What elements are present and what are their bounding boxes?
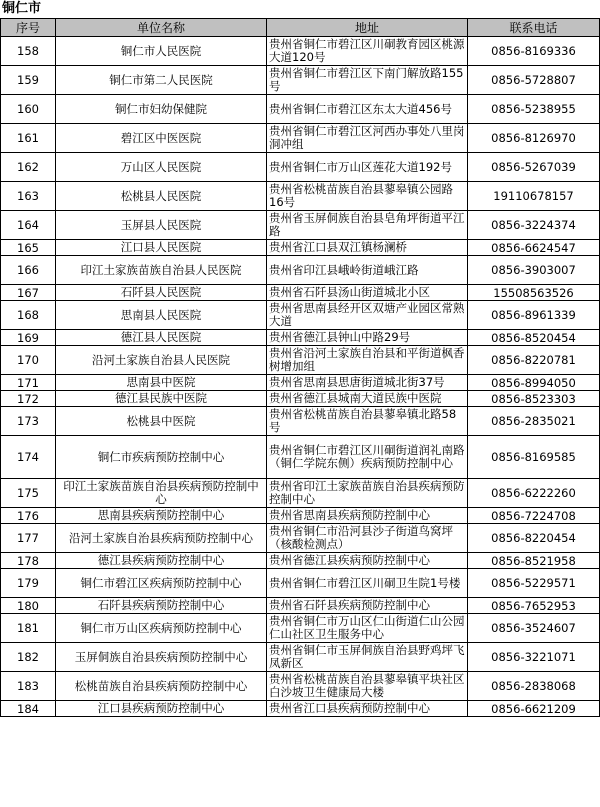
table-body: [1, 37, 600, 717]
row-number: 184: [1, 701, 56, 717]
address: 贵州省铜仁市万山区莲花大道192号: [267, 153, 468, 182]
unit-name: 德江县人民医院: [56, 330, 267, 346]
row-number: 162: [1, 153, 56, 182]
unit-name: 石阡县人民医院: [56, 285, 267, 301]
address: 贵州省江口县双江镇杨澜桥: [267, 240, 468, 256]
address: 贵州省玉屏侗族自治县皂角坪街道平江路: [267, 211, 468, 240]
phone-number: 0856-5267039: [468, 153, 600, 182]
row-number: 169: [1, 330, 56, 346]
phone-number: 0856-6621209: [468, 701, 600, 717]
address: 贵州省思南县思唐街道城北街37号: [267, 375, 468, 391]
header-number: 序号: [1, 19, 56, 37]
row-number: 160: [1, 95, 56, 124]
address: 贵州省石阡县汤山街道城北小区: [267, 285, 468, 301]
unit-name: 碧江区中医医院: [56, 124, 267, 153]
unit-name: 松桃县中医院: [56, 407, 267, 436]
unit-name: 思南县中医院: [56, 375, 267, 391]
header-address: 地址: [267, 19, 468, 37]
row-number: 174: [1, 436, 56, 479]
header-unit-name: 单位名称: [56, 19, 267, 37]
unit-name: 松桃县人民医院: [56, 182, 267, 211]
address: 贵州省思南县经开区双塘产业园区常熟大道: [267, 301, 468, 330]
address: 贵州省沿河土家族自治县和平街道枫香树增加组: [267, 346, 468, 375]
unit-name: 石阡县疾病预防控制中心: [56, 598, 267, 614]
phone-number: 0856-7224708: [468, 508, 600, 524]
table-row: [1, 524, 600, 553]
row-number: 180: [1, 598, 56, 614]
unit-name: 思南县人民医院: [56, 301, 267, 330]
unit-name: 玉屏县人民医院: [56, 211, 267, 240]
row-number: 175: [1, 479, 56, 508]
table-row: [1, 153, 600, 182]
table-row: [1, 598, 600, 614]
address: 贵州省印江县峨岭街道峨江路: [267, 256, 468, 285]
table-row: [1, 124, 600, 153]
address: 贵州省铜仁市碧江区川硐教育园区桃源大道120号: [267, 37, 468, 66]
address: 贵州省铜仁市碧江区下南门解放路155号: [267, 66, 468, 95]
phone-number: 0856-8169336: [468, 37, 600, 66]
phone-number: 19110678157: [468, 182, 600, 211]
table-row: [1, 614, 600, 643]
row-number: 176: [1, 508, 56, 524]
row-number: 167: [1, 285, 56, 301]
row-number: 158: [1, 37, 56, 66]
unit-name: 松桃苗族自治县疾病预防控制中心: [56, 672, 267, 701]
phone-number: 0856-8523303: [468, 391, 600, 407]
table-row: [1, 211, 600, 240]
phone-number: 0856-3524607: [468, 614, 600, 643]
phone-number: 0856-2835021: [468, 407, 600, 436]
address: 贵州省铜仁市碧江区东太大道456号: [267, 95, 468, 124]
row-number: 173: [1, 407, 56, 436]
table-row: [1, 346, 600, 375]
address: 贵州省石阡县疾病预防控制中心: [267, 598, 468, 614]
row-number: 171: [1, 375, 56, 391]
phone-number: 0856-3221071: [468, 643, 600, 672]
table-row: [1, 553, 600, 569]
unit-name: 万山区人民医院: [56, 153, 267, 182]
address: 贵州省松桃苗族自治县蓼皋镇北路58号: [267, 407, 468, 436]
section-title: 铜仁市: [2, 1, 42, 16]
row-number: 165: [1, 240, 56, 256]
row-number: 170: [1, 346, 56, 375]
address: 贵州省铜仁市碧江区河西办事处八里岗洞冲组: [267, 124, 468, 153]
table-row: [1, 330, 600, 346]
address: 贵州省德江县疾病预防控制中心: [267, 553, 468, 569]
unit-name: 铜仁市疾病预防控制中心: [56, 436, 267, 479]
table-row: [1, 391, 600, 407]
table-row: [1, 95, 600, 124]
unit-name: 江口县人民医院: [56, 240, 267, 256]
unit-name: 玉屏侗族自治县疾病预防控制中心: [56, 643, 267, 672]
table-row: [1, 701, 600, 717]
phone-number: 0856-7652953: [468, 598, 600, 614]
row-number: 177: [1, 524, 56, 553]
address: 贵州省铜仁市碧江区川硐街道润礼南路（铜仁学院东侧）疾病预防控制中心: [267, 436, 468, 479]
unit-name: 德江县民族中医院: [56, 391, 267, 407]
row-number: 161: [1, 124, 56, 153]
unit-name: 印江土家族苗族自治县疾病预防控制中心: [56, 479, 267, 508]
phone-number: 0856-6624547: [468, 240, 600, 256]
phone-number: 0856-8961339: [468, 301, 600, 330]
row-number: 182: [1, 643, 56, 672]
phone-number: 0856-8220781: [468, 346, 600, 375]
row-number: 179: [1, 569, 56, 598]
address: 贵州省印江土家族苗族自治县疾病预防控制中心: [267, 479, 468, 508]
unit-name: 铜仁市妇幼保健院: [56, 95, 267, 124]
row-number: 159: [1, 66, 56, 95]
phone-number: 0856-3224374: [468, 211, 600, 240]
phone-number: 0856-8220454: [468, 524, 600, 553]
phone-number: 0856-8169585: [468, 436, 600, 479]
phone-number: 0856-3903007: [468, 256, 600, 285]
row-number: 168: [1, 301, 56, 330]
address: 贵州省铜仁市玉屏侗族自治县野鸡坪飞凤新区: [267, 643, 468, 672]
phone-number: 0856-8994050: [468, 375, 600, 391]
address: 贵州省德江县钟山中路29号: [267, 330, 468, 346]
address: 贵州省铜仁市沿河县沙子街道鸟窝坪（核酸检测点）: [267, 524, 468, 553]
table-row: [1, 407, 600, 436]
row-number: 178: [1, 553, 56, 569]
table-header-row: [1, 19, 600, 37]
unit-name: 铜仁市万山区疾病预防控制中心: [56, 614, 267, 643]
hospital-table: [0, 18, 600, 717]
table-row: [1, 256, 600, 285]
row-number: 163: [1, 182, 56, 211]
row-number: 183: [1, 672, 56, 701]
row-number: 181: [1, 614, 56, 643]
address: 贵州省松桃苗族自治县蓼皋镇公园路16号: [267, 182, 468, 211]
phone-number: 0856-5238955: [468, 95, 600, 124]
table-row: [1, 66, 600, 95]
address: 贵州省德江县城南大道民族中医院: [267, 391, 468, 407]
unit-name: 印江土家族苗族自治县人民医院: [56, 256, 267, 285]
address: 贵州省江口县疾病预防控制中心: [267, 701, 468, 717]
table-row: [1, 436, 600, 479]
table-row: [1, 569, 600, 598]
row-number: 164: [1, 211, 56, 240]
row-number: 166: [1, 256, 56, 285]
unit-name: 江口县疾病预防控制中心: [56, 701, 267, 717]
row-number: 172: [1, 391, 56, 407]
phone-number: 0856-8126970: [468, 124, 600, 153]
table-row: [1, 479, 600, 508]
phone-number: 0856-2838068: [468, 672, 600, 701]
header-phone: 联系电话: [468, 19, 600, 37]
unit-name: 铜仁市第二人民医院: [56, 66, 267, 95]
unit-name: 铜仁市碧江区疾病预防控制中心: [56, 569, 267, 598]
unit-name: 铜仁市人民医院: [56, 37, 267, 66]
table-row: [1, 182, 600, 211]
phone-number: 0856-5229571: [468, 569, 600, 598]
phone-number: 15508563526: [468, 285, 600, 301]
table-row: [1, 643, 600, 672]
phone-number: 0856-5728807: [468, 66, 600, 95]
address: 贵州省思南县疾病预防控制中心: [267, 508, 468, 524]
table-row: [1, 301, 600, 330]
table-row: [1, 375, 600, 391]
address: 贵州省铜仁市碧江区川硐卫生院1号楼: [267, 569, 468, 598]
address: 贵州省铜仁市万山区仁山街道仁山公园仁山社区卫生服务中心: [267, 614, 468, 643]
table-row: [1, 285, 600, 301]
phone-number: 0856-8520454: [468, 330, 600, 346]
table-row: [1, 508, 600, 524]
table-row: [1, 37, 600, 66]
unit-name: 思南县疾病预防控制中心: [56, 508, 267, 524]
unit-name: 沿河土家族自治县人民医院: [56, 346, 267, 375]
unit-name: 沿河土家族自治县疾病预防控制中心: [56, 524, 267, 553]
address: 贵州省松桃苗族自治县蓼皋镇平块社区白沙坡卫生健康局大楼: [267, 672, 468, 701]
phone-number: 0856-6222260: [468, 479, 600, 508]
phone-number: 0856-8521958: [468, 553, 600, 569]
table-row: [1, 672, 600, 701]
table-row: [1, 240, 600, 256]
unit-name: 德江县疾病预防控制中心: [56, 553, 267, 569]
